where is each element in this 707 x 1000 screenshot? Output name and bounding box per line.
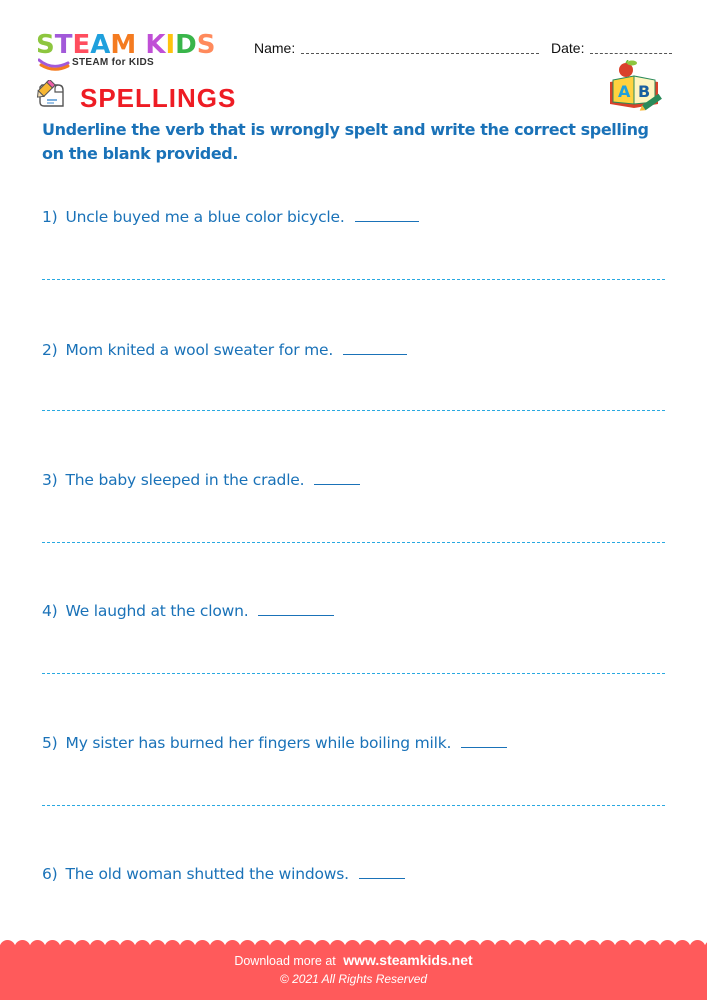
- steam-kids-logo: [36, 30, 236, 70]
- question-number: 4): [42, 602, 58, 620]
- logo-letter: S: [196, 30, 216, 60]
- question-5: [42, 733, 507, 752]
- answer-line[interactable]: [42, 542, 665, 543]
- answer-blank[interactable]: [258, 601, 334, 616]
- logo-letter: [136, 30, 145, 60]
- question-2: [42, 340, 407, 359]
- question-3: [42, 470, 360, 489]
- logo-letter: A: [90, 30, 111, 60]
- answer-line[interactable]: [42, 410, 665, 411]
- svg-text:B: B: [638, 82, 651, 101]
- answer-blank[interactable]: [461, 733, 507, 748]
- answer-blank[interactable]: [314, 470, 360, 485]
- answer-line[interactable]: [42, 805, 665, 806]
- pencil-paper-icon: [36, 80, 66, 110]
- answer-blank[interactable]: [359, 864, 405, 879]
- answer-line[interactable]: [42, 279, 665, 280]
- question-4: [42, 601, 334, 620]
- smile-swoosh-icon: [38, 57, 70, 71]
- question-number: 6): [42, 865, 58, 883]
- question-number: 1): [42, 208, 58, 226]
- answer-blank[interactable]: [343, 340, 407, 355]
- name-field[interactable]: [301, 53, 539, 54]
- svg-text:A: A: [618, 82, 631, 101]
- logo-letter: M: [110, 30, 137, 60]
- question-number: 3): [42, 471, 58, 489]
- question-text: Mom knited a wool sweater for me.: [65, 341, 334, 359]
- logo-letter: S: [36, 30, 55, 60]
- date-label: Date:: [551, 40, 585, 56]
- question-1: [42, 207, 419, 226]
- instructions: Underline the verb that is wrongly spelt and write the correct spelling on the blank provided.: [42, 120, 649, 163]
- logo-letter: D: [175, 30, 197, 60]
- question-number: 5): [42, 734, 58, 752]
- question-text: Uncle buyed me a blue color bicycle.: [65, 208, 345, 226]
- question-text: My sister has burned her fingers while boiling milk.: [65, 734, 452, 752]
- question-6: [42, 864, 405, 883]
- logo-letter: K: [145, 30, 166, 60]
- footer-download-text: Download more at: [234, 954, 336, 968]
- logo-letter: E: [72, 30, 91, 60]
- question-number: 2): [42, 341, 58, 359]
- footer-copyright: © 2021 All Rights Reserved: [279, 972, 428, 986]
- question-text: The baby sleeped in the cradle.: [65, 471, 305, 489]
- question-text: We laughd at the clown.: [65, 602, 249, 620]
- question-text: The old woman shutted the windows.: [65, 865, 349, 883]
- footer-url-link[interactable]: www.steamkids.net: [343, 952, 473, 968]
- logo-letter: I: [165, 30, 176, 60]
- logo-letter: T: [54, 30, 73, 60]
- footer-download: [0, 952, 707, 968]
- date-field[interactable]: [590, 53, 672, 54]
- logo-subtitle: STEAM for KIDS: [72, 57, 154, 68]
- page-title: SPELLINGS: [80, 83, 237, 113]
- abc-book-icon: [606, 60, 666, 112]
- logo-wordmark: [36, 30, 215, 60]
- name-label: Name:: [254, 40, 296, 56]
- answer-blank[interactable]: [355, 207, 419, 222]
- answer-line[interactable]: [42, 673, 665, 674]
